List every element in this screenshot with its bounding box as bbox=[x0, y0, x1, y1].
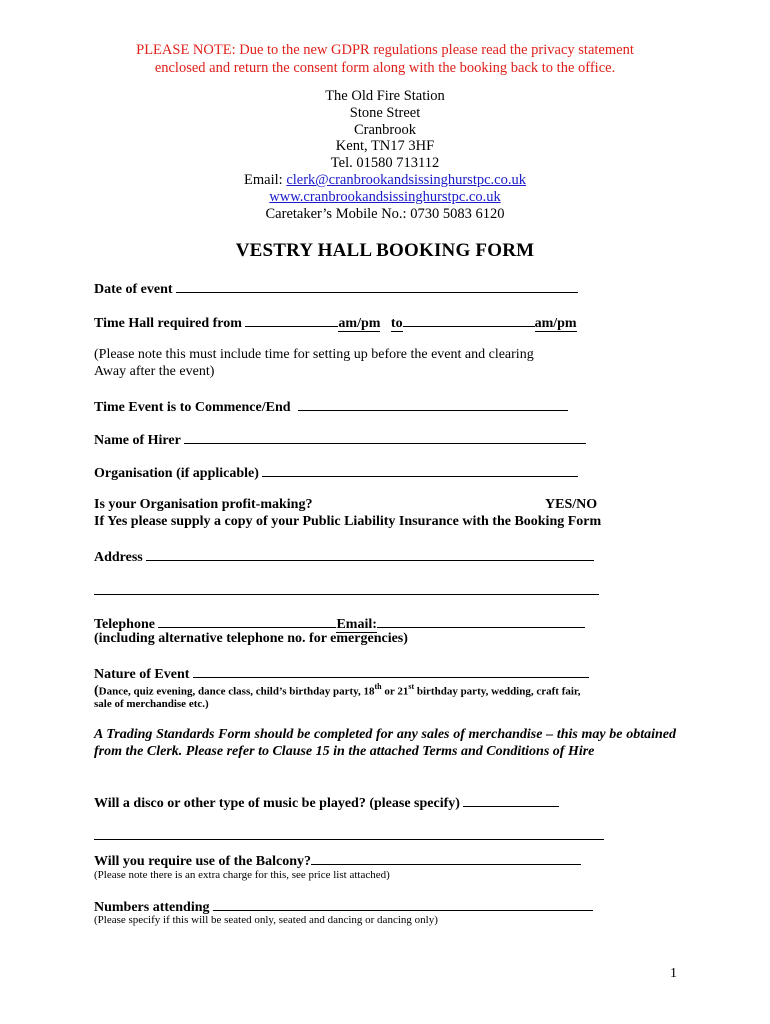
balcony-row bbox=[94, 851, 581, 870]
address-line-2: Stone Street bbox=[349, 104, 421, 121]
disco-row-2 bbox=[94, 826, 604, 845]
time-hall-required-label: Time Hall required from bbox=[94, 316, 242, 331]
form-title: VESTRY HALL BOOKING FORM bbox=[235, 240, 535, 261]
email-field-label: Email: bbox=[336, 617, 377, 632]
address-field-2[interactable] bbox=[94, 581, 599, 595]
page-number: 1 bbox=[670, 966, 677, 981]
numbers-attending-label: Numbers attending bbox=[94, 900, 210, 915]
telephone-field[interactable] bbox=[158, 614, 336, 628]
from-ampm: am/pm bbox=[338, 316, 381, 331]
time-hall-required-row bbox=[94, 313, 577, 332]
to-ampm: am/pm bbox=[534, 316, 577, 331]
email-field[interactable] bbox=[377, 614, 585, 628]
balcony-label: Will you require use of the Balcony? bbox=[94, 854, 312, 869]
balcony-field[interactable] bbox=[311, 851, 581, 865]
disco-field-1[interactable] bbox=[463, 793, 559, 807]
nature-of-event-row bbox=[94, 664, 589, 683]
name-of-hirer-field[interactable] bbox=[184, 430, 586, 444]
balcony-note: (Please note there is an extra charge for this, see price list attached) bbox=[94, 869, 390, 881]
email-line bbox=[150, 172, 620, 189]
profit-making-label: Is your Organisation profit-making? bbox=[94, 497, 313, 512]
address-line-4: Kent, TN17 3HF bbox=[335, 138, 435, 155]
organisation-field[interactable] bbox=[262, 463, 578, 477]
yes-no-choice[interactable]: YES/NO bbox=[545, 497, 598, 512]
address-line-3: Cranbrook bbox=[353, 121, 416, 138]
trading-standards-note: A Trading Standards Form should be completed for any sales of merchandise – this may be obtained from the Clerk. Please refer to Clause 15 in the attached Terms and Conditions of Hire bbox=[94, 727, 676, 759]
disco-label: Will a disco or other type of music be played? (please specify) bbox=[94, 796, 460, 811]
organisation-label: Organisation (if applicable) bbox=[94, 466, 259, 481]
address-row bbox=[94, 547, 594, 566]
address-field-1[interactable] bbox=[146, 547, 594, 561]
caretaker-mobile: Caretaker’s Mobile No.: 0730 5083 6120 bbox=[265, 205, 505, 222]
time-note-line-2: Away after the event) bbox=[94, 364, 215, 379]
date-of-event-label: Date of event bbox=[94, 282, 173, 297]
telephone-label: Telephone bbox=[94, 617, 155, 632]
time-to-field[interactable] bbox=[403, 313, 535, 327]
profit-making-row bbox=[94, 497, 312, 513]
telephone-line: Tel. 01580 713112 bbox=[330, 155, 440, 172]
numbers-attending-field[interactable] bbox=[213, 897, 593, 911]
insurance-note: If Yes please supply a copy of your Public Liability Insurance with the Booking Form bbox=[94, 514, 602, 529]
gdpr-notice bbox=[90, 42, 680, 77]
commence-end-field[interactable] bbox=[298, 397, 568, 411]
address-line-1: The Old Fire Station bbox=[325, 88, 445, 104]
disco-row bbox=[94, 793, 559, 812]
time-note-line-1: (Please note this must include time for setting up before the event and clearing bbox=[94, 347, 534, 362]
commence-end-label: Time Event is to Commence/End bbox=[94, 400, 291, 415]
commence-end-row bbox=[94, 397, 568, 416]
address-row-2 bbox=[94, 581, 599, 600]
nature-note-line-1: (Dance, quiz evening, dance class, child’s birthday party, 18th or 21st birthday party, wedding, craft fair, bbox=[94, 682, 581, 699]
email-link[interactable]: clerk@cranbrookandsissinghurstpc.co.uk bbox=[286, 171, 526, 188]
organisation-row bbox=[94, 463, 578, 482]
website-link[interactable]: www.cranbrookandsissinghurstpc.co.uk bbox=[269, 188, 501, 205]
nature-of-event-field[interactable] bbox=[193, 664, 589, 678]
nature-of-event-label: Nature of Event bbox=[94, 667, 190, 682]
date-of-event-field[interactable] bbox=[176, 279, 578, 293]
gdpr-notice-line-2: enclosed and return the consent form along with the booking back to the office. bbox=[154, 59, 616, 76]
gdpr-notice-line-1: PLEASE NOTE: Due to the new GDPR regulations please read the privacy statement bbox=[136, 42, 634, 58]
name-of-hirer-row bbox=[94, 430, 586, 449]
nature-note-line-2: sale of merchandise etc.) bbox=[94, 698, 209, 710]
to-label: to bbox=[390, 316, 403, 331]
numbers-attending-note: (Please specify if this will be seated only, seated and dancing or dancing only) bbox=[94, 914, 438, 926]
alternative-telephone-note: (including alternative telephone no. for emergencies) bbox=[94, 631, 408, 646]
office-address bbox=[150, 88, 620, 222]
time-from-field[interactable] bbox=[245, 313, 338, 327]
date-of-event-row bbox=[94, 279, 578, 298]
email-label: Email: bbox=[244, 171, 287, 188]
address-label: Address bbox=[94, 550, 143, 565]
time-note bbox=[94, 346, 676, 380]
name-of-hirer-label: Name of Hirer bbox=[94, 433, 181, 448]
disco-field-2[interactable] bbox=[94, 826, 604, 840]
